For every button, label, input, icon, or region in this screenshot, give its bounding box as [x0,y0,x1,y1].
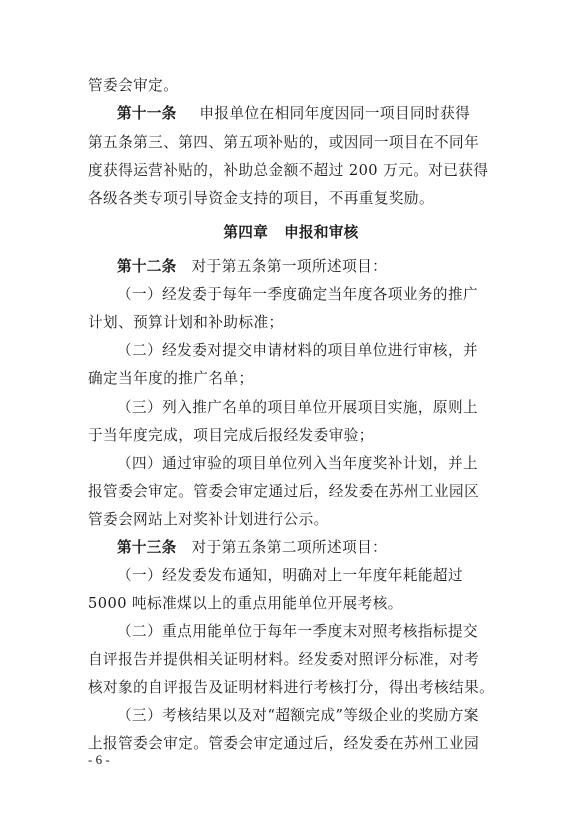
text-line: 报管委会审定。管委会审定通过后，经发委在苏州工业园区 [88,483,480,500]
text-line: （三）列入推广名单的项目单位开展项目实施，原则上 [117,399,479,416]
text-line: 计划、预算计划和补助标准； [88,314,284,331]
text-line: 管委会网站上对奖补计划进行公示。 [88,511,329,528]
text-line: 5000 吨标准煤以上的重点用能单位开展考核。 [88,595,403,612]
text-line: （一）经发委发布通知，明确对上一年度年耗能超过 [117,567,464,584]
text-line: 自评报告并提供相关证明材料。经发委对照评分标准，对考 [88,651,480,668]
text-line: 于当年度完成，项目完成后报经发委审验； [88,427,374,444]
text-line: 管委会审定。 [88,77,179,94]
text-line: 度获得运营补贴的，补助总金额不超过 200 万元。对已获得 [88,162,489,179]
text-line: 上报管委会审定。管委会审定通过后，经发委在苏州工业园 [88,735,480,752]
article-heading: 第十三条 [117,539,177,556]
chapter-heading [0,223,582,243]
text-line: 申报单位在相同年度因同一项目同时获得 [199,105,471,122]
text-line: 第五条第三、第四、第五项补贴的，或因同一项目在不同年 [88,134,480,151]
text-line: 确定当年度的推广名单； [88,370,254,387]
text-line: 核对象的自评报告及证明材料进行考核打分，得出考核结果。 [88,679,495,696]
article-11-first-line [117,104,470,124]
text-line: （二）经发委对提交申请材料的项目单位进行审核，并 [117,342,479,359]
article-heading: 第十一条 [117,105,177,122]
article-13-first-line [117,538,387,558]
text-line: （三）考核结果以及对“超额完成”等级企业的奖励方案 [117,707,479,724]
article-heading: 第十二条 [117,258,177,275]
chapter-number: 第四章 [223,224,269,241]
text-line: （二）重点用能单位于每年一季度末对照考核指标提交 [117,623,479,640]
text-line: 各级各类专项引导资金支持的项目，不再重复奖励。 [88,190,435,207]
text-line: 对于第五条第一项所述项目： [191,258,388,275]
article-12-first-line [117,257,387,277]
page-number: - 6 - [88,752,110,767]
text-line: （一）经发委于每年一季度确定当年度各项业务的推广 [117,286,479,303]
chapter-title: 申报和审核 [284,224,359,241]
text-line: （四）通过审验的项目单位列入当年度奖补计划，并上 [117,455,479,472]
text-line: 对于第五条第二项所述项目： [191,539,388,556]
